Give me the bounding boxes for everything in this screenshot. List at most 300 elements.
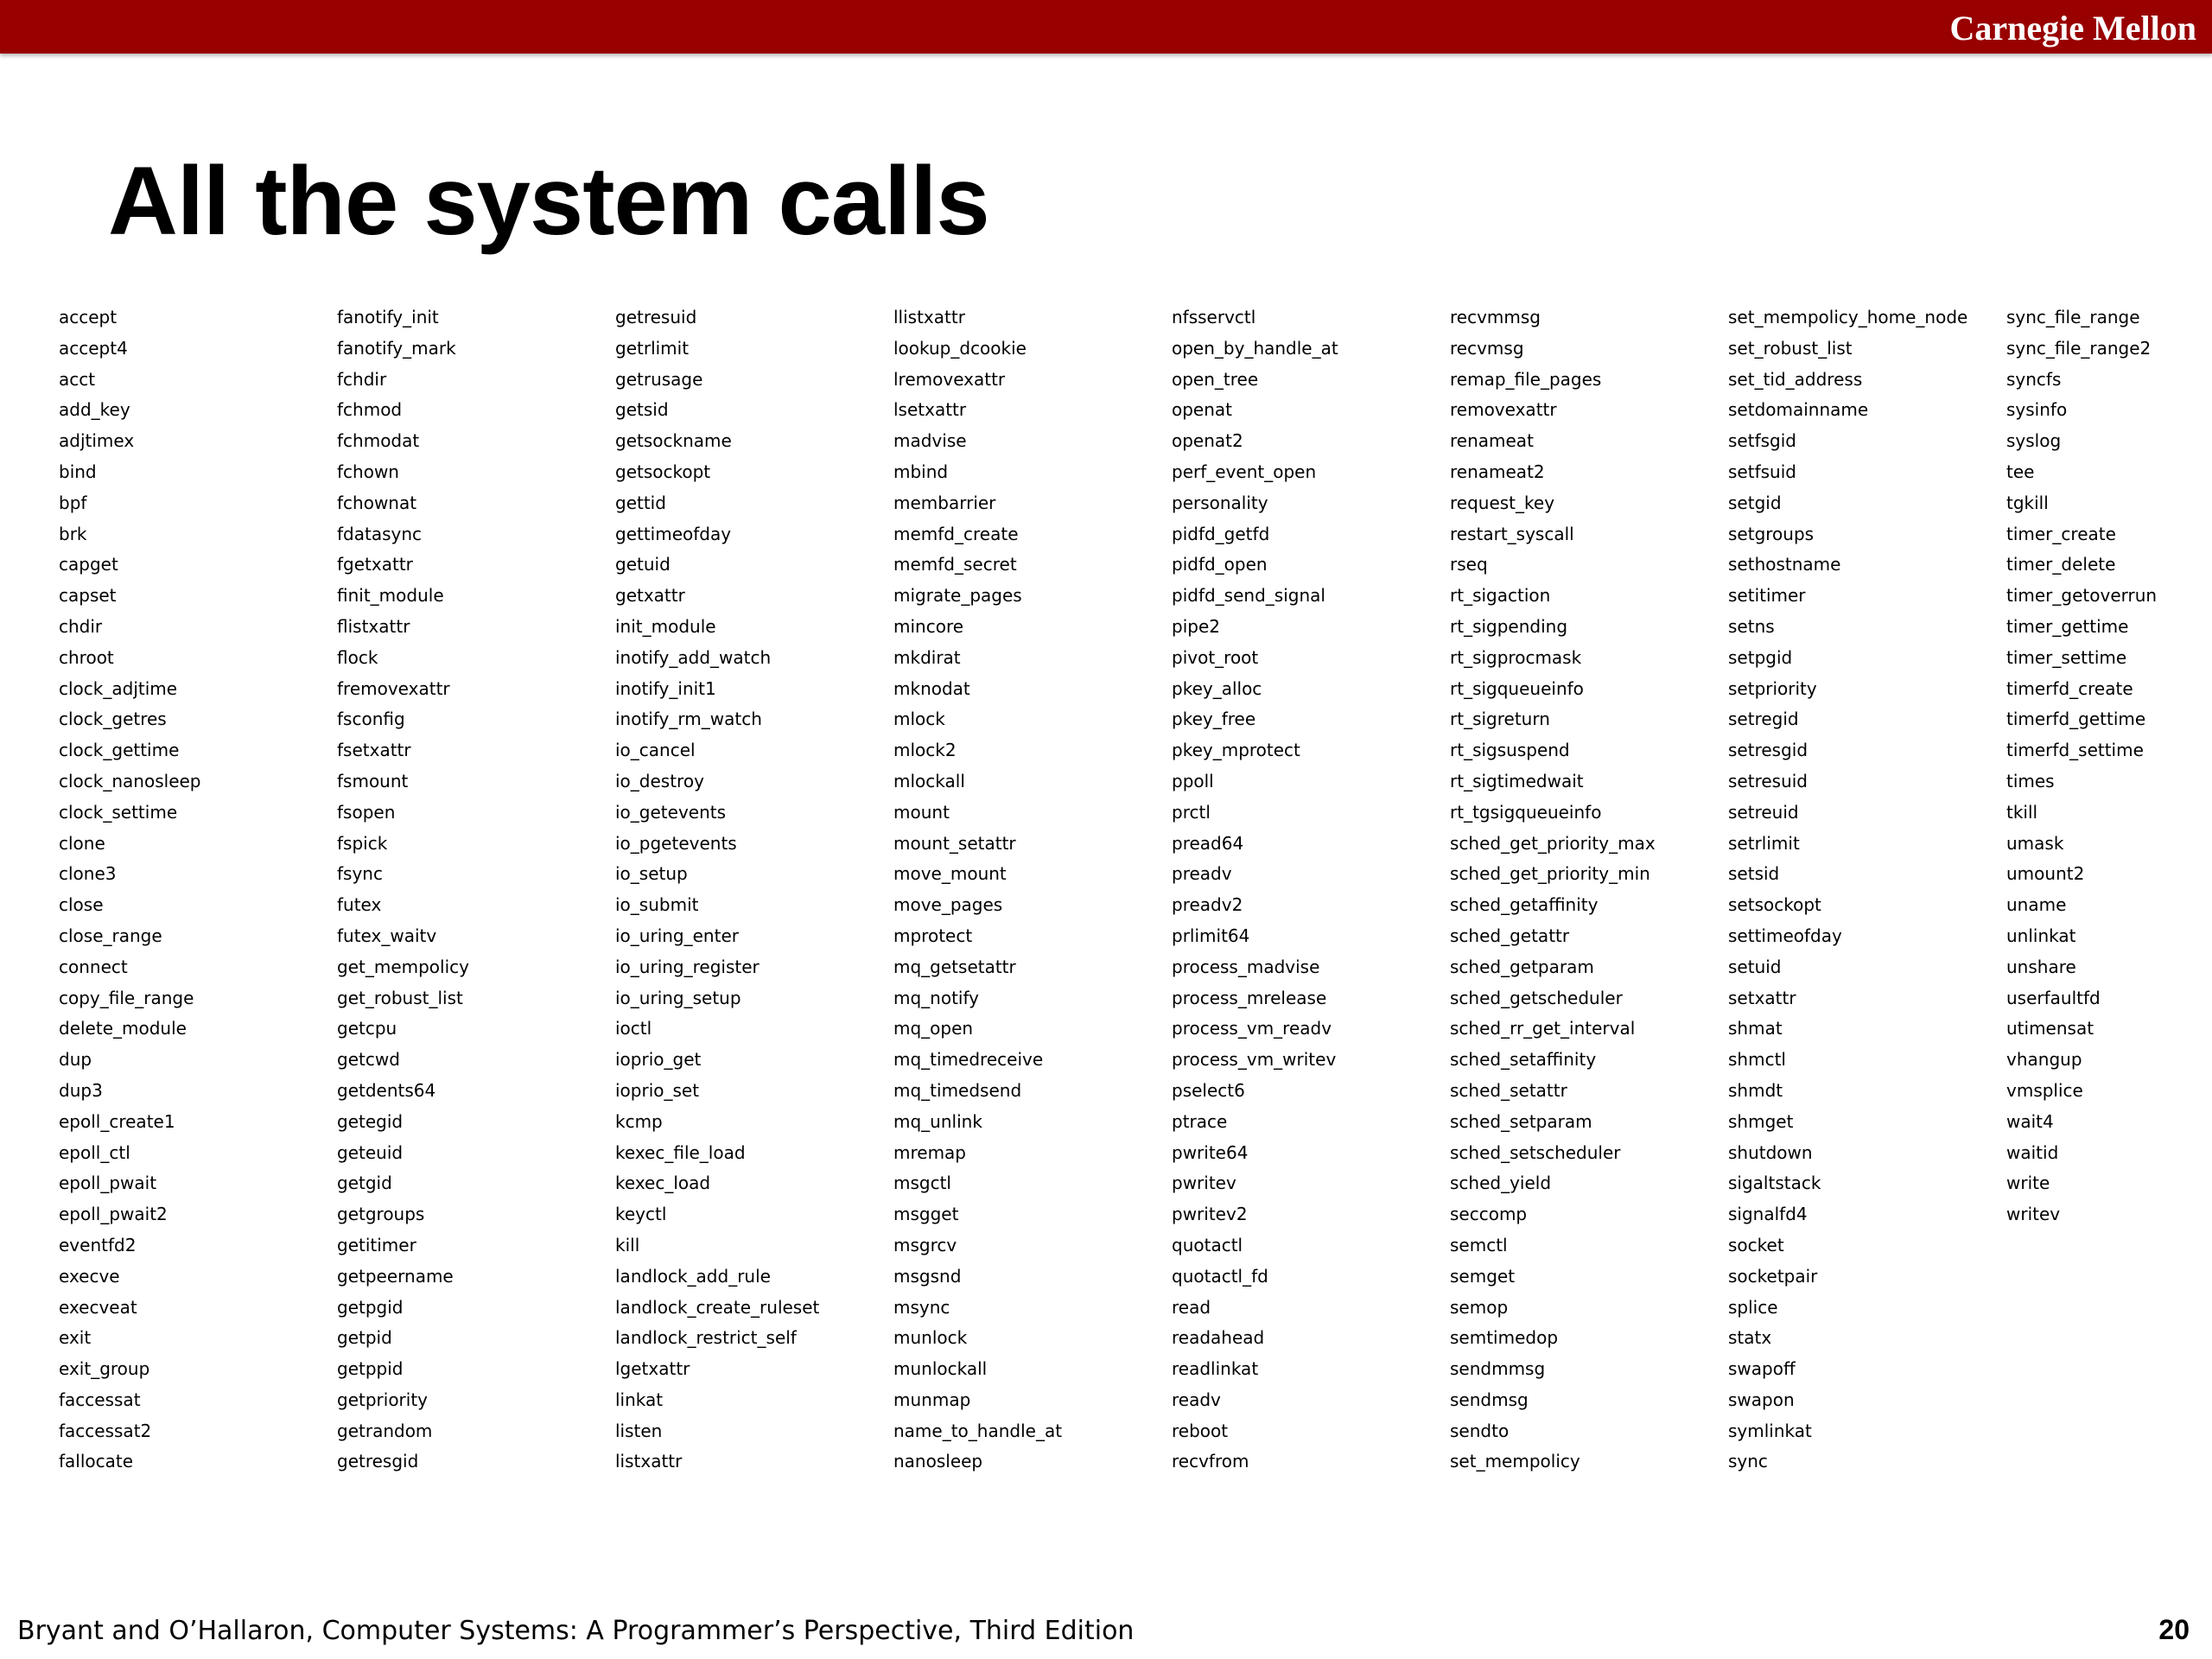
- syscall-name: set_mempolicy: [1450, 1451, 1580, 1472]
- syscall-name: personality: [1172, 492, 1268, 513]
- syscall-name: timer_create: [2006, 523, 2116, 544]
- syscall-name: set_mempolicy_home_node: [1728, 307, 1968, 327]
- syscall-name: sched_rr_get_interval: [1450, 1018, 1636, 1039]
- syscall-name: timer_delete: [2006, 554, 2116, 575]
- syscall-name: rt_sigsuspend: [1450, 740, 1570, 761]
- syscall-name: fspick: [337, 832, 388, 854]
- syscall-column-2: [337, 302, 615, 1478]
- syscall-name: clock_getres: [59, 709, 167, 730]
- syscall-name: close_range: [59, 925, 162, 946]
- syscall-name: setfsgid: [1728, 430, 1796, 452]
- syscall-name: swapon: [1728, 1389, 1795, 1410]
- syscall-name: nanosleep: [893, 1451, 983, 1472]
- syscall-name: setitimer: [1728, 585, 1806, 607]
- syscall-name: futex_waitv: [337, 925, 437, 946]
- syscall-name: rt_sigtimedwait: [1450, 770, 1584, 791]
- syscall-name: fanotify_init: [337, 307, 439, 327]
- syscall-name: getsockopt: [615, 461, 711, 482]
- syscall-name: request_key: [1450, 492, 1555, 513]
- system-calls-grid: [59, 302, 2212, 1478]
- syscall-name: mq_notify: [893, 987, 980, 1008]
- syscall-name: set_tid_address: [1728, 368, 1863, 390]
- syscall-name: preadv: [1172, 863, 1232, 885]
- syscall-name: mlockall: [893, 770, 965, 791]
- syscall-name: pwritev: [1172, 1173, 1236, 1194]
- syscall-name: readahead: [1172, 1327, 1265, 1349]
- syscall-name: copy_file_range: [59, 987, 194, 1008]
- syscall-name: delete_module: [59, 1018, 187, 1039]
- syscall-name: io_uring_setup: [615, 987, 741, 1008]
- syscall-name: mount_setattr: [893, 832, 1016, 854]
- syscall-name: pipe2: [1172, 615, 1220, 637]
- syscall-name: listxattr: [615, 1451, 683, 1472]
- syscall-name: clock_settime: [59, 801, 178, 823]
- syscall-name: setgroups: [1728, 523, 1815, 544]
- syscall-name: exit_group: [59, 1358, 150, 1380]
- syscall-name: getpriority: [337, 1389, 429, 1410]
- syscall-name: landlock_create_ruleset: [615, 1296, 820, 1318]
- syscall-name: mknodat: [893, 677, 970, 699]
- syscall-name: vhangup: [2006, 1049, 2082, 1071]
- syscall-name: remap_file_pages: [1450, 368, 1602, 390]
- syscall-name: mq_timedreceive: [893, 1049, 1044, 1071]
- syscall-name: getpeername: [337, 1265, 454, 1287]
- syscall-name: prctl: [1172, 801, 1211, 823]
- syscall-name: mincore: [893, 615, 964, 637]
- syscall-name: sysinfo: [2006, 399, 2068, 421]
- syscall-name: mremap: [893, 1141, 967, 1163]
- syscall-name: lremovexattr: [893, 368, 1006, 390]
- syscall-name: pwritev2: [1172, 1204, 1248, 1225]
- syscall-name: munlockall: [893, 1358, 988, 1380]
- syscall-name: sigaltstack: [1728, 1173, 1821, 1194]
- syscall-name: epoll_pwait2: [59, 1204, 168, 1225]
- syscall-name: llistxattr: [893, 307, 965, 327]
- syscall-name: sched_getattr: [1450, 925, 1570, 946]
- syscall-name: fchown: [337, 461, 399, 482]
- syscall-name: rt_sigpending: [1450, 615, 1568, 637]
- syscall-name: swapoff: [1728, 1358, 1796, 1380]
- syscall-name: msgget: [893, 1204, 959, 1225]
- syscall-name: ioprio_get: [615, 1049, 702, 1071]
- syscall-column-3: [615, 302, 893, 1478]
- syscall-name: waitid: [2006, 1141, 2059, 1163]
- syscall-name: fchdir: [337, 368, 387, 390]
- syscall-name: fallocate: [59, 1451, 134, 1472]
- syscall-name: flistxattr: [337, 615, 410, 637]
- syscall-name: chroot: [59, 646, 114, 668]
- syscall-name: setresuid: [1728, 770, 1808, 791]
- syscall-name: inotify_rm_watch: [615, 709, 762, 730]
- syscall-name: pselect6: [1172, 1079, 1245, 1101]
- header-bar: [0, 0, 2212, 54]
- syscall-name: syncfs: [2006, 368, 2062, 390]
- syscall-name: quotactl: [1172, 1234, 1243, 1255]
- footer-citation: Bryant and O’Hallaron, Computer Systems: A Programmer’s Perspective, Third Edition: [17, 1616, 1135, 1646]
- syscall-name: getgid: [337, 1173, 392, 1194]
- syscall-name: fanotify_mark: [337, 337, 456, 359]
- syscall-name: sched_getscheduler: [1450, 987, 1623, 1008]
- syscall-name: listen: [615, 1420, 663, 1441]
- syscall-name: accept4: [59, 337, 128, 359]
- syscall-name: setns: [1728, 615, 1775, 637]
- syscall-name: fsopen: [337, 801, 396, 823]
- syscall-name: renameat: [1450, 430, 1534, 452]
- syscall-name: socket: [1728, 1234, 1784, 1255]
- syscall-name: shmget: [1728, 1110, 1794, 1132]
- syscall-name: setdomainname: [1728, 399, 1869, 421]
- syscall-name: clock_nanosleep: [59, 770, 201, 791]
- syscall-name: sync: [1728, 1451, 1768, 1472]
- syscall-name: getsid: [615, 399, 669, 421]
- syscall-name: removexattr: [1450, 399, 1557, 421]
- syscall-name: kexec_load: [615, 1173, 711, 1194]
- syscall-name: madvise: [893, 430, 967, 452]
- syscall-name: capget: [59, 554, 118, 575]
- syscall-name: bind: [59, 461, 97, 482]
- syscall-name: getcpu: [337, 1018, 397, 1039]
- syscall-name: sethostname: [1728, 554, 1841, 575]
- syscall-name: getcwd: [337, 1049, 400, 1071]
- syscall-name: readv: [1172, 1389, 1221, 1410]
- syscall-name: lsetxattr: [893, 399, 967, 421]
- syscall-name: fsetxattr: [337, 740, 411, 761]
- syscall-name: get_robust_list: [337, 987, 463, 1008]
- syscall-name: memfd_create: [893, 523, 1019, 544]
- syscall-name: sched_setaffinity: [1450, 1049, 1597, 1071]
- syscall-name: ptrace: [1172, 1110, 1228, 1132]
- syscall-name: getitimer: [337, 1234, 416, 1255]
- syscall-name: io_uring_register: [615, 956, 760, 977]
- syscall-name: process_madvise: [1172, 956, 1320, 977]
- syscall-name: sched_setattr: [1450, 1079, 1567, 1101]
- syscall-name: fchownat: [337, 492, 417, 513]
- syscall-name: sched_getparam: [1450, 956, 1594, 977]
- syscall-name: rt_sigaction: [1450, 585, 1551, 607]
- syscall-name: open_tree: [1172, 368, 1259, 390]
- syscall-name: get_mempolicy: [337, 956, 469, 977]
- syscall-name: sendmsg: [1450, 1389, 1529, 1410]
- syscall-name: lookup_dcookie: [893, 337, 1027, 359]
- syscall-name: migrate_pages: [893, 585, 1022, 607]
- syscall-name: setresgid: [1728, 740, 1808, 761]
- syscall-name: recvmmsg: [1450, 307, 1541, 327]
- syscall-name: execveat: [59, 1296, 137, 1318]
- syscall-name: pidfd_open: [1172, 554, 1268, 575]
- syscall-name: ioctl: [615, 1018, 652, 1039]
- syscall-name: move_pages: [893, 894, 1003, 916]
- syscall-name: getegid: [337, 1110, 404, 1132]
- syscall-name: vmsplice: [2006, 1079, 2083, 1101]
- syscall-name: uname: [2006, 894, 2067, 916]
- syscall-name: init_module: [615, 615, 716, 637]
- syscall-name: mq_unlink: [893, 1110, 982, 1132]
- syscall-name: setregid: [1728, 709, 1799, 730]
- syscall-name: getpid: [337, 1327, 392, 1349]
- syscall-name: read: [1172, 1296, 1211, 1318]
- syscall-name: msync: [893, 1296, 950, 1318]
- syscall-name: pidfd_getfd: [1172, 523, 1270, 544]
- syscall-name: sched_setscheduler: [1450, 1141, 1621, 1163]
- syscall-name: munlock: [893, 1327, 968, 1349]
- syscall-name: timer_getoverrun: [2006, 585, 2158, 607]
- syscall-name: times: [2006, 770, 2055, 791]
- syscall-name: tkill: [2006, 801, 2038, 823]
- syscall-name: io_getevents: [615, 801, 727, 823]
- syscall-name: openat: [1172, 399, 1233, 421]
- syscall-name: exit: [59, 1327, 92, 1349]
- syscall-name: setpgid: [1728, 646, 1793, 668]
- syscall-name: sync_file_range2: [2006, 337, 2152, 359]
- syscall-name: fsmount: [337, 770, 409, 791]
- syscall-name: shutdown: [1728, 1141, 1813, 1163]
- syscall-name: setfsuid: [1728, 461, 1796, 482]
- syscall-name: connect: [59, 956, 128, 977]
- syscall-name: kcmp: [615, 1110, 663, 1132]
- syscall-name: getrandom: [337, 1420, 433, 1441]
- syscall-name: signalfd4: [1728, 1204, 1808, 1225]
- syscall-name: tgkill: [2006, 492, 2049, 513]
- syscall-name: futex: [337, 894, 382, 916]
- syscall-name: add_key: [59, 399, 130, 421]
- syscall-name: getpgid: [337, 1296, 404, 1318]
- syscall-name: epoll_ctl: [59, 1141, 130, 1163]
- syscall-name: kexec_file_load: [615, 1141, 746, 1163]
- syscall-name: getrlimit: [615, 337, 690, 359]
- syscall-name: rt_tgsigqueueinfo: [1450, 801, 1602, 823]
- syscall-name: setsockopt: [1728, 894, 1821, 916]
- syscall-name: pread64: [1172, 832, 1244, 854]
- syscall-name: socketpair: [1728, 1265, 1818, 1287]
- syscall-name: setsid: [1728, 863, 1780, 885]
- syscall-name: recvmsg: [1450, 337, 1524, 359]
- syscall-name: shmctl: [1728, 1049, 1786, 1071]
- syscall-name: semop: [1450, 1296, 1509, 1318]
- syscall-name: readlinkat: [1172, 1358, 1259, 1380]
- syscall-name: bpf: [59, 492, 87, 513]
- syscall-name: brk: [59, 523, 87, 544]
- syscall-name: quotactl_fd: [1172, 1265, 1268, 1287]
- syscall-name: timer_settime: [2006, 646, 2127, 668]
- syscall-name: msgsnd: [893, 1265, 962, 1287]
- syscall-name: process_mrelease: [1172, 987, 1327, 1008]
- syscall-name: pkey_mprotect: [1172, 740, 1300, 761]
- syscall-name: sync_file_range: [2006, 307, 2140, 327]
- syscall-name: rseq: [1450, 554, 1488, 575]
- syscall-name: semtimedop: [1450, 1327, 1559, 1349]
- syscall-name: perf_event_open: [1172, 461, 1317, 482]
- syscall-name: setreuid: [1728, 801, 1799, 823]
- syscall-name: getresuid: [615, 307, 697, 327]
- syscall-name: pidfd_send_signal: [1172, 585, 1325, 607]
- syscall-name: epoll_create1: [59, 1110, 175, 1132]
- syscall-name: pwrite64: [1172, 1141, 1249, 1163]
- syscall-name: keyctl: [615, 1204, 667, 1225]
- syscall-name: kill: [615, 1234, 640, 1255]
- syscall-name: landlock_add_rule: [615, 1265, 771, 1287]
- syscall-name: mq_open: [893, 1018, 974, 1039]
- syscall-name: flock: [337, 646, 378, 668]
- syscall-name: restart_syscall: [1450, 523, 1574, 544]
- syscall-name: close: [59, 894, 104, 916]
- syscall-name: faccessat2: [59, 1420, 152, 1441]
- syscall-name: unlinkat: [2006, 925, 2076, 946]
- syscall-name: timer_gettime: [2006, 615, 2129, 637]
- syscall-column-8: [2006, 302, 2212, 1478]
- syscall-name: setgid: [1728, 492, 1782, 513]
- syscall-name: membarrier: [893, 492, 996, 513]
- syscall-name: fdatasync: [337, 523, 423, 544]
- syscall-name: mount: [893, 801, 950, 823]
- syscall-name: utimensat: [2006, 1018, 2094, 1039]
- syscall-name: openat2: [1172, 430, 1243, 452]
- syscall-name: adjtimex: [59, 430, 135, 452]
- syscall-name: timerfd_create: [2006, 677, 2133, 699]
- syscall-name: mbind: [893, 461, 949, 482]
- syscall-name: preadv2: [1172, 894, 1243, 916]
- syscall-name: settimeofday: [1728, 925, 1842, 946]
- syscall-name: io_destroy: [615, 770, 704, 791]
- syscall-name: inotify_add_watch: [615, 646, 772, 668]
- syscall-name: renameat2: [1450, 461, 1545, 482]
- syscall-name: setxattr: [1728, 987, 1796, 1008]
- syscall-name: shmdt: [1728, 1079, 1783, 1101]
- syscall-name: sched_getaffinity: [1450, 894, 1599, 916]
- syscall-name: userfaultfd: [2006, 987, 2101, 1008]
- syscall-name: umount2: [2006, 863, 2085, 885]
- syscall-name: setrlimit: [1728, 832, 1800, 854]
- syscall-name: recvfrom: [1172, 1451, 1249, 1472]
- syscall-name: semctl: [1450, 1234, 1508, 1255]
- syscall-name: sched_setparam: [1450, 1110, 1592, 1132]
- syscall-name: setpriority: [1728, 677, 1817, 699]
- syscall-name: splice: [1728, 1296, 1778, 1318]
- syscall-name: syslog: [2006, 430, 2062, 452]
- brand-logo-text: Carnegie Mellon: [1949, 9, 2196, 48]
- syscall-name: move_mount: [893, 863, 1007, 885]
- syscall-name: clone: [59, 832, 105, 854]
- syscall-name: rt_sigreturn: [1450, 709, 1550, 730]
- syscall-name: mprotect: [893, 925, 973, 946]
- syscall-name: sched_get_priority_min: [1450, 863, 1650, 885]
- syscall-name: fchmod: [337, 399, 403, 421]
- syscall-name: getuid: [615, 554, 671, 575]
- syscall-name: setuid: [1728, 956, 1782, 977]
- syscall-name: process_vm_writev: [1172, 1049, 1337, 1071]
- syscall-name: name_to_handle_at: [893, 1420, 1063, 1441]
- syscall-name: pkey_free: [1172, 709, 1256, 730]
- syscall-name: getdents64: [337, 1079, 436, 1101]
- syscall-name: getresgid: [337, 1451, 419, 1472]
- syscall-name: write: [2006, 1173, 2050, 1194]
- syscall-name: memfd_secret: [893, 554, 1017, 575]
- syscall-name: symlinkat: [1728, 1420, 1812, 1441]
- syscall-name: shmat: [1728, 1018, 1783, 1039]
- syscall-name: landlock_restrict_self: [615, 1327, 797, 1349]
- syscall-name: clone3: [59, 863, 117, 885]
- syscall-name: getxattr: [615, 585, 685, 607]
- syscall-name: seccomp: [1450, 1204, 1528, 1225]
- syscall-name: pkey_alloc: [1172, 677, 1262, 699]
- page-number: 20: [2158, 1614, 2190, 1645]
- syscall-name: sched_get_priority_max: [1450, 832, 1656, 854]
- syscall-name: rt_sigqueueinfo: [1450, 677, 1584, 699]
- syscall-name: getgroups: [337, 1204, 425, 1225]
- syscall-name: fremovexattr: [337, 677, 450, 699]
- syscall-name: geteuid: [337, 1141, 404, 1163]
- syscall-name: clock_gettime: [59, 740, 180, 761]
- syscall-name: prlimit64: [1172, 925, 1250, 946]
- slide-title: All the system calls: [108, 147, 989, 255]
- syscall-name: io_cancel: [615, 740, 696, 761]
- syscall-name: mlock: [893, 709, 945, 730]
- syscall-name: ppoll: [1172, 770, 1214, 791]
- syscall-name: tee: [2006, 461, 2035, 482]
- syscall-name: sendmmsg: [1450, 1358, 1546, 1380]
- syscall-name: fsconfig: [337, 709, 405, 730]
- syscall-name: execve: [59, 1265, 120, 1287]
- syscall-name: mq_timedsend: [893, 1079, 1022, 1101]
- syscall-name: accept: [59, 307, 118, 327]
- syscall-column-5: [1172, 302, 1450, 1478]
- syscall-column-1: [59, 302, 337, 1478]
- syscall-name: mkdirat: [893, 646, 961, 668]
- syscall-name: unshare: [2006, 956, 2076, 977]
- syscall-name: msgrcv: [893, 1234, 957, 1255]
- syscall-name: getsockname: [615, 430, 732, 452]
- syscall-name: munmap: [893, 1389, 971, 1410]
- syscall-name: capset: [59, 585, 117, 607]
- syscall-name: inotify_init1: [615, 677, 716, 699]
- syscall-name: reboot: [1172, 1420, 1229, 1441]
- syscall-name: getppid: [337, 1358, 404, 1380]
- syscall-name: faccessat: [59, 1389, 141, 1410]
- syscall-name: sched_yield: [1450, 1173, 1552, 1194]
- syscall-name: open_by_handle_at: [1172, 337, 1338, 359]
- syscall-name: umask: [2006, 832, 2064, 854]
- syscall-name: acct: [59, 368, 96, 390]
- syscall-column-4: [893, 302, 1172, 1478]
- syscall-name: linkat: [615, 1389, 664, 1410]
- syscall-name: io_setup: [615, 863, 688, 885]
- syscall-name: msgctl: [893, 1173, 951, 1194]
- syscall-name: timerfd_gettime: [2006, 709, 2146, 730]
- syscall-name: dup3: [59, 1079, 103, 1101]
- syscall-name: ioprio_set: [615, 1079, 700, 1101]
- syscall-name: io_uring_enter: [615, 925, 739, 946]
- syscall-name: clock_adjtime: [59, 677, 178, 699]
- syscall-name: set_robust_list: [1728, 337, 1853, 359]
- syscall-name: dup: [59, 1049, 92, 1071]
- syscall-name: eventfd2: [59, 1234, 137, 1255]
- syscall-name: fgetxattr: [337, 554, 413, 575]
- syscall-name: sendto: [1450, 1420, 1510, 1441]
- syscall-name: rt_sigprocmask: [1450, 646, 1582, 668]
- syscall-name: io_submit: [615, 894, 699, 916]
- syscall-name: getrusage: [615, 368, 703, 390]
- syscall-column-7: [1728, 302, 2006, 1478]
- syscall-name: gettid: [615, 492, 666, 513]
- syscall-name: process_vm_readv: [1172, 1018, 1332, 1039]
- syscall-name: timerfd_settime: [2006, 740, 2144, 761]
- syscall-name: pivot_root: [1172, 646, 1259, 668]
- syscall-name: fsync: [337, 863, 383, 885]
- syscall-name: finit_module: [337, 585, 444, 607]
- syscall-name: io_pgetevents: [615, 832, 737, 854]
- syscall-name: chdir: [59, 615, 103, 637]
- syscall-name: writev: [2006, 1204, 2061, 1225]
- syscall-name: statx: [1728, 1327, 1772, 1349]
